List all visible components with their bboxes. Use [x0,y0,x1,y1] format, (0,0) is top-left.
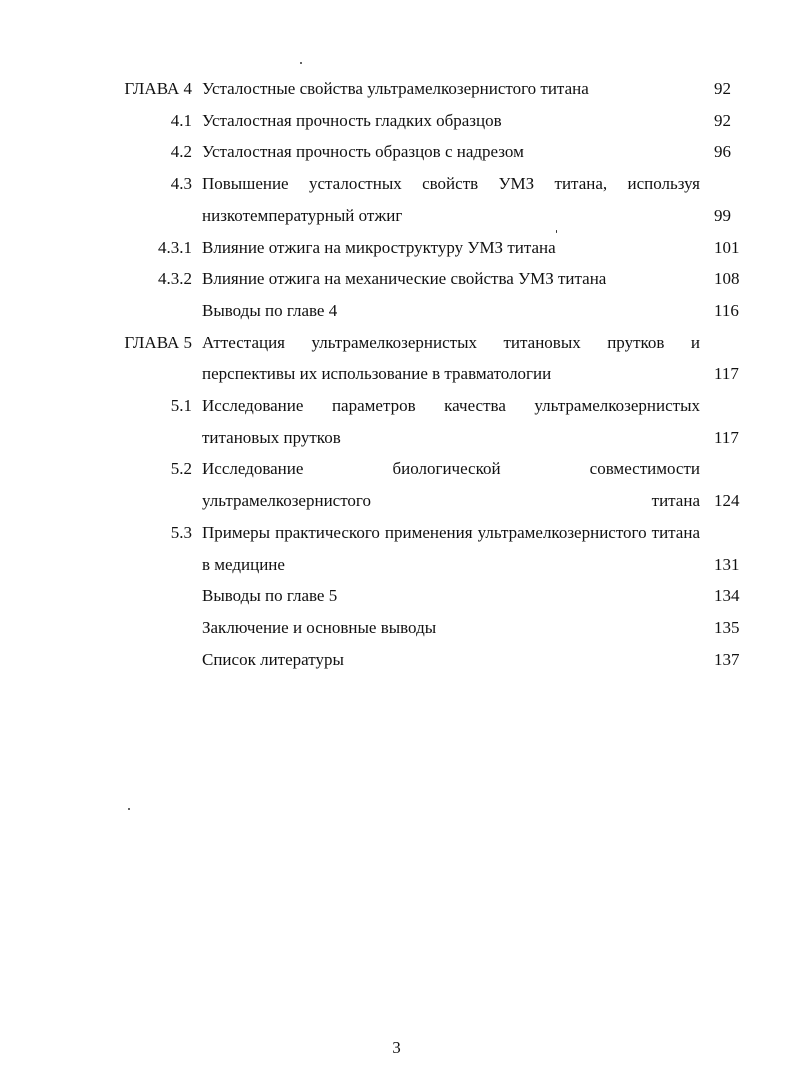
toc-entry-title: Исследование параметров качества ультрамелкозернистых титановых прутков [202,396,700,447]
toc-entry-page: 92 [714,110,731,130]
toc-entry [0,644,793,676]
toc-entry-title: Усталостная прочность гладких образцов [202,110,502,130]
toc-entry-title: Повышение усталостных свойств УМЗ титана, используя низкотемпературный отжиг [202,174,700,225]
toc-entry [0,168,793,231]
toc-entry-title: Примеры практического применения ультрамелкозернистого титана в медицине [202,522,700,574]
scan-speck [128,808,130,810]
toc-entry-title: Исследование биологической совместимости ультрамелкозернистого титана [202,459,700,511]
scan-speck [300,62,302,64]
toc-entry [0,263,793,295]
toc-entry [0,73,793,105]
toc-entry [0,295,793,327]
page-number: 3 [392,1038,401,1057]
scan-speck [556,230,557,233]
toc-entry [0,453,793,516]
toc-entry-title: Список литературы [202,649,344,669]
toc-entry-number: ГЛАВА 5 [124,332,192,352]
toc-entry-title: Аттестация ультрамелкозернистых титановых прутков и перспективы их использование в травматологии [202,332,700,384]
table-of-contents [0,73,793,675]
toc-entry-page: 92 [714,79,731,98]
toc-entry-title: Выводы по главе 5 [202,586,338,606]
toc-entry-title: Усталостная прочность образцов с надрезом [202,142,524,162]
toc-entry-page: 108 [714,269,740,289]
toc-entry [0,136,793,168]
toc-entry-page: 117 [714,427,739,447]
toc-entry-title: Усталостные свойства ультрамелкозернистого титана [202,79,589,98]
toc-entry-page: 131 [714,554,740,574]
toc-entry [0,517,793,580]
toc-entry-number: 4.3 [170,174,192,194]
toc-entry-page: 117 [714,364,739,384]
toc-entry-number: 4.1 [170,110,192,130]
toc-entry-title: Выводы по главе 4 [202,300,338,320]
toc-entry [0,105,793,137]
toc-entry-page: 134 [714,586,740,606]
toc-entry-title: Заключение и основные выводы [202,617,437,637]
toc-entry [0,232,793,264]
toc-entry-page: 116 [714,300,739,320]
toc-entry [0,327,793,390]
toc-entry-page: 96 [714,142,731,162]
toc-entry-title: Влияние отжига на механические свойства УМЗ титана [202,269,607,289]
toc-entry-number: 5.1 [170,396,192,416]
toc-entry-number: 5.2 [170,459,192,479]
toc-entry [0,390,793,453]
toc-entry-page: 101 [714,237,740,257]
toc-entry-number: 4.3.2 [158,269,192,289]
toc-entry [0,612,793,644]
toc-entry-page: 135 [714,617,740,637]
toc-entry-number: ГЛАВА 4 [124,79,192,98]
toc-entry-title: Влияние отжига на микроструктуру УМЗ титана [202,237,556,257]
toc-entry-number: 4.3.1 [158,237,192,257]
toc-entry-number: 5.3 [170,522,192,542]
toc-entry-page: 99 [714,205,731,225]
toc-entry [0,580,793,612]
toc-entry-number: 4.2 [170,142,192,162]
toc-entry-page: 124 [714,491,740,511]
toc-entry-page: 137 [714,649,740,669]
